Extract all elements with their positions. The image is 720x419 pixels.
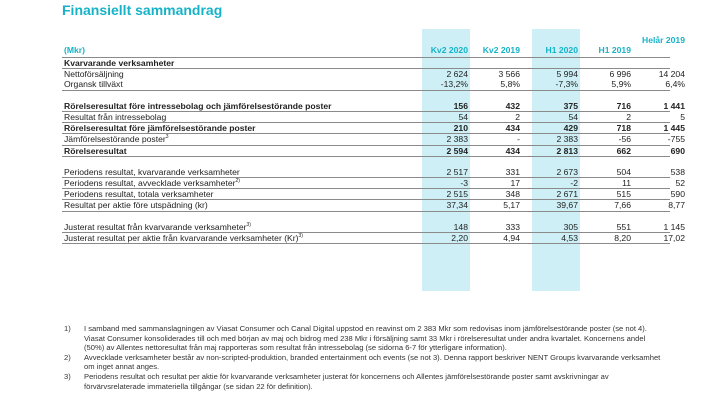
table-row bbox=[62, 200, 685, 211]
cell-value: 434 bbox=[505, 123, 520, 134]
footnote-ref: 3 bbox=[165, 134, 169, 141]
row-label: Jämförelsestörande poster$^3$ bbox=[64, 134, 169, 145]
cell-value: 2 673 bbox=[556, 166, 578, 177]
cell-value: 2 813 bbox=[556, 145, 578, 156]
row-label: Resultat från intressebolag bbox=[64, 111, 167, 122]
cell-value: 331 bbox=[505, 166, 520, 177]
cell-value: 2 671 bbox=[556, 189, 578, 200]
spacer-row bbox=[62, 91, 670, 101]
cell-value: 690 bbox=[670, 145, 685, 156]
footnote-text: Avvecklade verksamheter består av non-scripted-produktion, branded entertainment och events (se not 3). Denna rapport beskriver NENT Groups kvarvarande verksamhet om inget annat anges. bbox=[84, 352, 661, 372]
cell-value: 515 bbox=[616, 189, 631, 200]
table-row bbox=[62, 166, 685, 178]
cell-value: 8,20 bbox=[614, 233, 631, 243]
cell-value: 8,77 bbox=[668, 200, 685, 211]
cell-value: 1 145 bbox=[663, 221, 685, 232]
table-row bbox=[62, 123, 685, 134]
cell-value: 2,20 bbox=[451, 233, 468, 243]
cell-value: 375 bbox=[563, 100, 578, 111]
cell-value: -755 bbox=[667, 134, 685, 145]
cell-value: 662 bbox=[616, 145, 631, 156]
cell-value: 14 204 bbox=[658, 69, 685, 80]
footnote bbox=[62, 372, 662, 391]
table-row bbox=[62, 111, 685, 123]
row-label: Rörelseresultat före intressebolag och jämförelsestörande poster bbox=[64, 100, 332, 111]
table-row bbox=[62, 58, 670, 69]
cell-value: 718 bbox=[616, 123, 631, 134]
row-label: Periodens resultat, avvecklade verksamheter$^{2)}$ bbox=[64, 178, 240, 189]
cell-value: 504 bbox=[616, 166, 631, 177]
table-row bbox=[62, 221, 685, 233]
table-row bbox=[62, 134, 685, 145]
cell-value: 54 bbox=[458, 111, 468, 122]
column-header: Kv2 2020 bbox=[430, 45, 468, 55]
cell-value: 429 bbox=[563, 123, 578, 134]
cell-value: 590 bbox=[670, 189, 685, 200]
cell-value: 551 bbox=[616, 221, 631, 232]
footnote-text: Periodens resultat och resultat per aktie för kvarvarande verksamheter justerat för koncernens och Allentes jämförelsestörande poster samt avskrivningar av förvärvsrelaterade immateriella tillgångar (se sidan 22 för definition). bbox=[84, 371, 609, 391]
footnote bbox=[62, 353, 662, 372]
table-row bbox=[62, 145, 685, 157]
cell-value: -13,2% bbox=[440, 79, 468, 90]
table-row bbox=[62, 69, 685, 80]
cell-value: 5 bbox=[680, 111, 685, 122]
cell-value: 17,02 bbox=[663, 233, 685, 243]
cell-value: 716 bbox=[616, 100, 631, 111]
cell-value: 17 bbox=[510, 178, 520, 189]
cell-value: 4,53 bbox=[561, 233, 578, 243]
table-row bbox=[62, 100, 685, 112]
table-row bbox=[62, 233, 685, 244]
cell-value: 4,94 bbox=[503, 233, 520, 243]
row-label: Periodens resultat, totala verksamheter bbox=[64, 189, 214, 200]
row-label: Justerat resultat från kvarvarande verksamheter$^{3)}$ bbox=[64, 221, 251, 232]
footnote-number: 3) bbox=[64, 371, 71, 381]
cell-value: 1 441 bbox=[663, 100, 685, 111]
cell-value: 3 566 bbox=[498, 69, 520, 80]
cell-value: 1 445 bbox=[663, 123, 685, 134]
cell-value: 11 bbox=[622, 178, 631, 189]
cell-value: 2 515 bbox=[446, 189, 468, 200]
column-header: Kv2 2019 bbox=[482, 45, 520, 55]
cell-value: 39,67 bbox=[556, 200, 578, 211]
cell-value: 2 383 bbox=[556, 134, 578, 145]
footnotes bbox=[62, 324, 662, 391]
footnote-ref: 2) bbox=[235, 178, 240, 185]
spacer-row bbox=[62, 157, 670, 167]
table-row bbox=[62, 178, 685, 189]
cell-value: 52 bbox=[675, 178, 685, 189]
footnote-number: 2) bbox=[64, 352, 71, 362]
cell-value: 6,4% bbox=[665, 79, 685, 90]
cell-value: 6 996 bbox=[609, 69, 631, 80]
cell-value: 210 bbox=[453, 123, 468, 134]
cell-value: 5,8% bbox=[500, 79, 520, 90]
row-label: Justerat resultat per aktie från kvarvarande verksamheter $(Kr)^{3)}$ bbox=[64, 233, 303, 243]
column-header: Helår 2019 bbox=[641, 35, 685, 45]
cell-value: 7,66 bbox=[614, 200, 631, 211]
cell-value: 432 bbox=[505, 100, 520, 111]
cell-value: 2 517 bbox=[446, 166, 468, 177]
footnote-ref: 3) bbox=[246, 221, 251, 228]
table-row bbox=[62, 189, 685, 200]
cell-value: -2 bbox=[570, 178, 578, 189]
cell-value: 538 bbox=[670, 166, 685, 177]
footnote-ref: 3) bbox=[298, 233, 303, 240]
cell-value: 5 994 bbox=[556, 69, 578, 80]
cell-value: 54 bbox=[568, 111, 578, 122]
row-label: Periodens resultat, kvarvarande verksamheter bbox=[64, 166, 240, 177]
spacer-row bbox=[62, 212, 670, 222]
cell-value: 5,9% bbox=[611, 79, 631, 90]
cell-value: -3 bbox=[460, 178, 468, 189]
cell-value: -56 bbox=[618, 134, 631, 145]
cell-value: 37,34 bbox=[446, 200, 468, 211]
column-header: H1 2019 bbox=[598, 45, 631, 55]
footnote-number: 1) bbox=[64, 324, 71, 333]
row-label: Organsk tillväxt bbox=[64, 79, 123, 90]
cell-value: - bbox=[517, 134, 520, 145]
row-label: Kvarvarande verksamheter bbox=[64, 58, 175, 68]
cell-value: 434 bbox=[505, 145, 520, 156]
footnote-text: I samband med sammanslagningen av Viasat Consumer och Canal Digital uppstod en reavinst om 2 383 Mkr som redovisas inom jämförelsestörande poster (se not 4). Viasat Consumer konsoliderades till och med början av maj och bidrog med 238 Mkr i försäljning samt 33 Mkr i rörelseresultat under andra kvartalet. Koncernens andel (50%) av Allentes nettoresultat från maj rapporteras som resultat från intressebolag (se sidorna 6-7 för ytterligare information). bbox=[84, 324, 647, 353]
cell-value: 348 bbox=[505, 189, 520, 200]
row-label: Nettoförsäljning bbox=[64, 69, 124, 80]
table-header bbox=[62, 29, 685, 58]
cell-value: 5,17 bbox=[503, 200, 520, 211]
column-header: H1 2020 bbox=[545, 45, 578, 55]
cell-value: 156 bbox=[453, 100, 468, 111]
financial-summary-table bbox=[62, 29, 685, 244]
page-title: Finansiellt sammandrag bbox=[62, 2, 223, 18]
cell-value: 333 bbox=[505, 221, 520, 232]
row-label: Resultat per aktie före utspädning (kr) bbox=[64, 200, 208, 211]
cell-value: 2 594 bbox=[446, 145, 468, 156]
cell-value: 2 383 bbox=[446, 134, 468, 145]
cell-value: -7,3% bbox=[555, 79, 578, 90]
table-row bbox=[62, 79, 685, 90]
row-label: Rörelseresultat före jämförelsestörande poster bbox=[64, 123, 256, 134]
cell-value: 305 bbox=[563, 221, 578, 232]
unit-label: (Mkr) bbox=[64, 45, 86, 55]
footnote bbox=[62, 324, 662, 353]
cell-value: 2 bbox=[515, 111, 520, 122]
cell-value: 2 624 bbox=[446, 69, 468, 80]
cell-value: 2 bbox=[626, 111, 631, 122]
row-label: Rörelseresultat bbox=[64, 145, 127, 156]
cell-value: 148 bbox=[453, 221, 468, 232]
